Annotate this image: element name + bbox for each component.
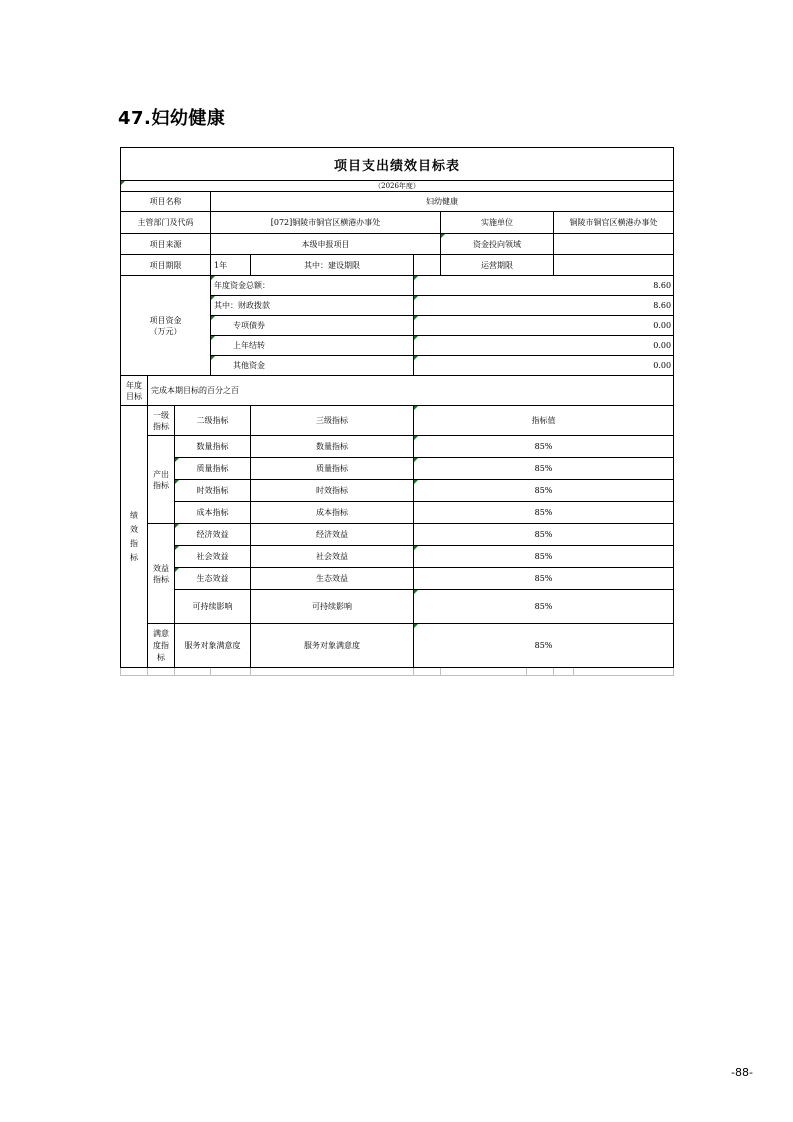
footer-cell (121, 668, 148, 676)
label-carryover: 上年结转 (211, 336, 414, 356)
label-source: 项目来源 (121, 234, 211, 255)
output-l2: 成本指标 (175, 502, 251, 524)
label-value: 指标值 (414, 406, 674, 436)
benefit-l2: 社会效益 (175, 546, 251, 568)
label-output: 产出 指标 (148, 436, 175, 524)
footer-cell (251, 668, 414, 676)
output-l2: 质量指标 (175, 458, 251, 480)
benefit-l3: 可持续影响 (251, 590, 414, 624)
footer-cell (527, 668, 554, 676)
label-satisfaction: 满意 度指 标 (148, 624, 175, 668)
benefit-value: 85% (414, 546, 674, 568)
page-number: -88- (731, 1066, 753, 1079)
footer-cell (211, 668, 251, 676)
footer-cell (175, 668, 211, 676)
benefit-l2: 可持续影响 (175, 590, 251, 624)
benefit-l3: 生态效益 (251, 568, 414, 590)
output-l3: 时效指标 (251, 480, 414, 502)
label-benefit: 效益 指标 (148, 524, 175, 624)
benefit-value: 85% (414, 590, 674, 624)
footer-cell (441, 668, 527, 676)
value-exec-unit: 铜陵市铜官区横港办事处 (554, 212, 674, 234)
table-title: 项目支出绩效目标表 (121, 148, 674, 181)
output-l3: 成本指标 (251, 502, 414, 524)
label-invest-field: 资金投向领域 (441, 234, 554, 255)
label-level1: 一级 指标 (148, 406, 175, 436)
output-value: 85% (414, 458, 674, 480)
label-level3: 三级指标 (251, 406, 414, 436)
benefit-l3: 经济效益 (251, 524, 414, 546)
label-funds: 项目资金 （万元） (121, 276, 211, 376)
label-dept-code: 主管部门及代码 (121, 212, 211, 234)
benefit-l2: 生态效益 (175, 568, 251, 590)
output-value: 85% (414, 480, 674, 502)
output-l2: 数量指标 (175, 436, 251, 458)
footer-cell (414, 668, 441, 676)
value-other-funds: 0.00 (414, 356, 674, 376)
footer-cell (554, 668, 574, 676)
label-project-name: 项目名称 (121, 192, 211, 212)
label-annual-goal: 年度 目标 (121, 376, 148, 406)
label-build-period: 其中：建设期限 (251, 255, 414, 276)
table-year: （2026年度） (121, 181, 674, 192)
output-value: 85% (414, 436, 674, 458)
value-build-period (414, 255, 441, 276)
footer-cell (148, 668, 175, 676)
label-other-funds: 其他资金 (211, 356, 414, 376)
output-l2: 时效指标 (175, 480, 251, 502)
benefit-value: 85% (414, 568, 674, 590)
value-operate-period (554, 255, 674, 276)
label-perf: 绩 效 指 标 (121, 406, 148, 668)
benefit-l3: 社会效益 (251, 546, 414, 568)
value-annual-total: 8.60 (414, 276, 674, 296)
label-exec-unit: 实施单位 (441, 212, 554, 234)
footer-cell (574, 668, 674, 676)
value-fiscal: 8.60 (414, 296, 674, 316)
satisfaction-value: 85% (414, 624, 674, 668)
value-annual-goal: 完成本期目标的百分之百 (148, 376, 674, 406)
satisfaction-l2: 服务对象满意度 (175, 624, 251, 668)
label-period: 项目期限 (121, 255, 211, 276)
value-special-bond: 0.00 (414, 316, 674, 336)
value-period: 1年 (211, 255, 251, 276)
section-heading: 47.妇幼健康 (118, 108, 226, 129)
label-fiscal: 其中：财政拨款 (211, 296, 414, 316)
satisfaction-l3: 服务对象满意度 (251, 624, 414, 668)
output-l3: 数量指标 (251, 436, 414, 458)
benefit-l2: 经济效益 (175, 524, 251, 546)
benefit-value: 85% (414, 524, 674, 546)
label-operate-period: 运营期限 (441, 255, 554, 276)
performance-target-table (120, 147, 673, 676)
value-invest-field (554, 234, 674, 255)
label-level2: 二级指标 (175, 406, 251, 436)
value-dept-code: [072]铜陵市铜官区横港办事处 (211, 212, 441, 234)
label-special-bond: 专项债券 (211, 316, 414, 336)
output-l3: 质量指标 (251, 458, 414, 480)
value-carryover: 0.00 (414, 336, 674, 356)
label-annual-total: 年度资金总额： (211, 276, 414, 296)
value-source: 本级申报项目 (211, 234, 441, 255)
output-value: 85% (414, 502, 674, 524)
value-project-name: 妇幼健康 (211, 192, 674, 212)
